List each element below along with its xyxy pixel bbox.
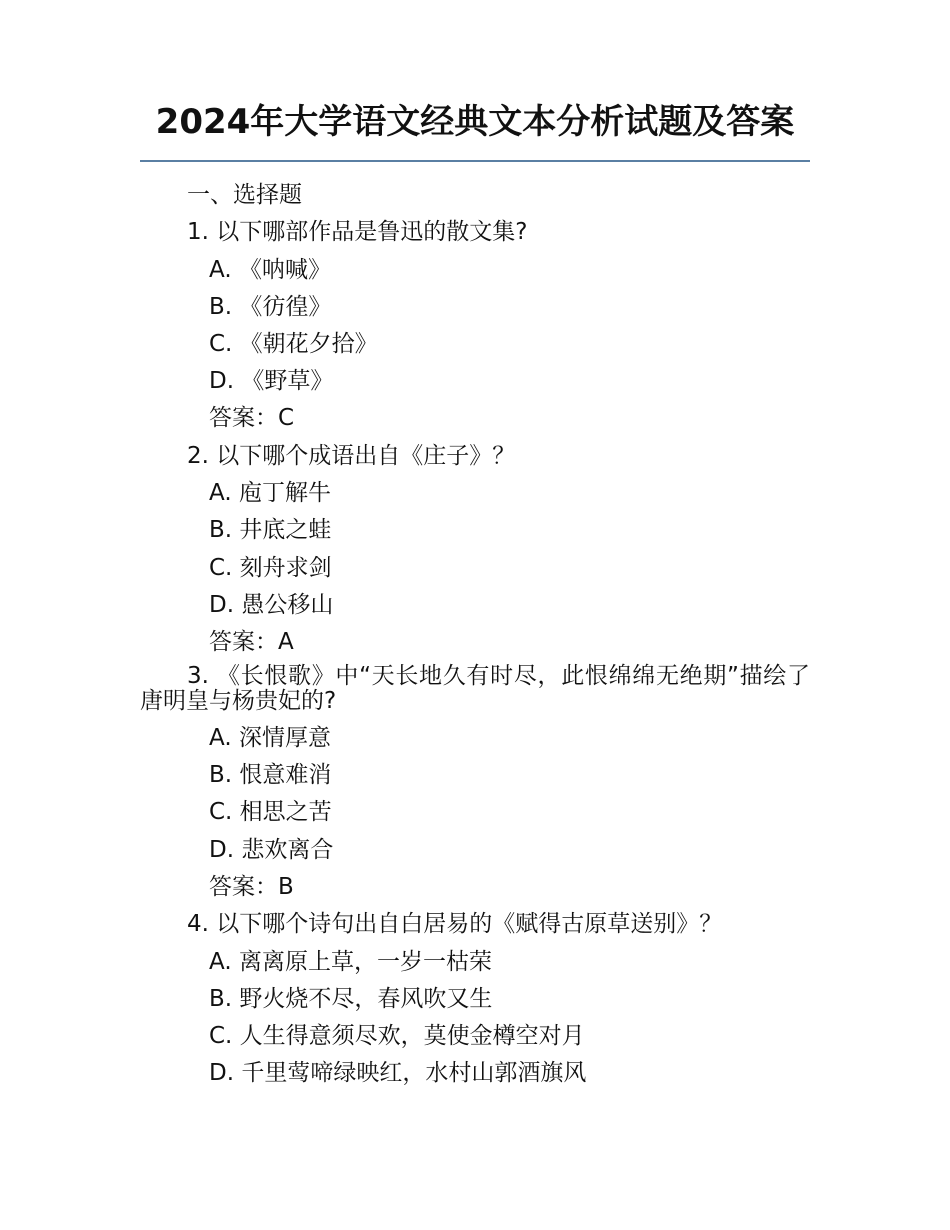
question-4-option-b: B. 野火烧不尽，春风吹又生 xyxy=(209,986,493,1012)
question-4-option-d: D. 千里莺啼绿映红，水村山郭酒旗风 xyxy=(209,1060,587,1086)
question-1-stem: 1. 以下哪部作品是鲁迅的散文集? xyxy=(187,219,528,245)
question-2-stem: 2. 以下哪个成语出自《庄子》？ xyxy=(187,443,516,469)
question-1-option-a: A. 《呐喊》 xyxy=(209,257,331,283)
title-underline xyxy=(140,160,810,162)
question-3-option-a: A. 深情厚意 xyxy=(209,725,331,751)
question-2-option-d: D. 愚公移山 xyxy=(209,592,334,618)
question-1-option-b: B. 《彷徨》 xyxy=(209,294,332,320)
question-3-option-b: B. 恨意难消 xyxy=(209,762,332,788)
section-heading: 一、选择题 xyxy=(187,182,302,208)
question-2-option-b: B. 井底之蛙 xyxy=(209,517,332,543)
question-2-option-a: A. 庖丁解牛 xyxy=(209,480,331,506)
question-3-stem: 3. 《长恨歌》中“天长地久有时尽，此恨绵绵无绝期”描绘了唐明皇与杨贵妃的? xyxy=(140,663,810,714)
question-4-stem: 4. 以下哪个诗句出自白居易的《赋得古原草送别》？ xyxy=(187,911,723,937)
question-1-option-c: C. 《朝花夕拾》 xyxy=(209,331,378,357)
question-3-option-d: D. 悲欢离合 xyxy=(209,837,334,863)
question-3-answer: 答案：B xyxy=(209,874,294,900)
question-4-option-a: A. 离离原上草，一岁一枯荣 xyxy=(209,949,492,975)
question-3-option-c: C. 相思之苦 xyxy=(209,799,332,825)
question-2-answer: 答案：A xyxy=(209,629,294,655)
question-1-answer: 答案：C xyxy=(209,405,295,431)
question-1-option-d: D. 《野草》 xyxy=(209,368,334,394)
question-2-option-c: C. 刻舟求剑 xyxy=(209,555,332,581)
document-title: 2024年大学语文经典文本分析试题及答案 xyxy=(155,102,795,142)
question-4-option-c: C. 人生得意须尽欢，莫使金樽空对月 xyxy=(209,1023,585,1049)
